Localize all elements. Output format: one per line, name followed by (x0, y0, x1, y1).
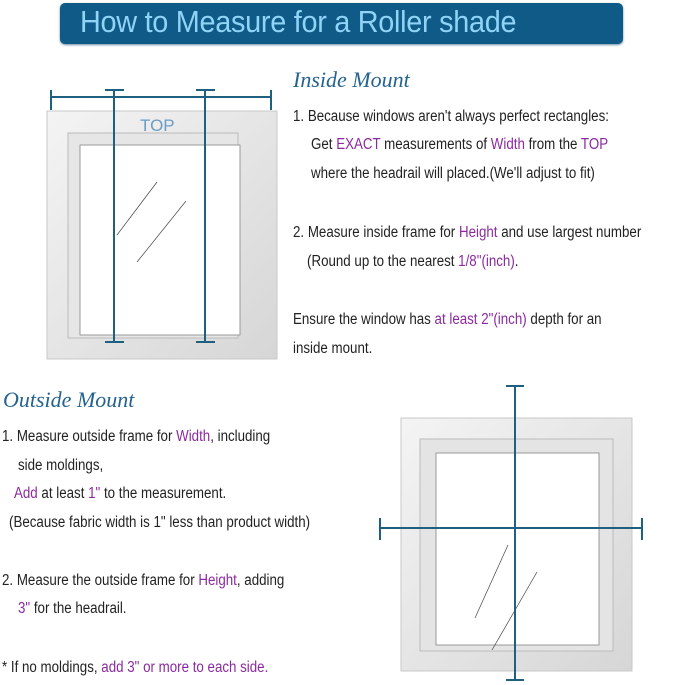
instruction-text: , adding (236, 572, 285, 589)
instruction-line (2, 428, 270, 446)
instruction-line (293, 224, 641, 242)
instruction-line (293, 311, 602, 329)
highlighted-text: 1/8"(inch) (458, 253, 515, 270)
instruction-text: measurements of (380, 136, 491, 153)
highlighted-text: Add (14, 485, 38, 502)
highlighted-text: Height (198, 572, 237, 589)
highlighted-text: Width (176, 428, 211, 445)
instruction-line (293, 340, 372, 358)
instruction-text: (Because fabric width is 1" less than product width) (9, 514, 311, 531)
instruction-text: at least (37, 485, 89, 502)
instruction-text: . (514, 253, 519, 270)
highlighted-text: add 3" or more to each side. (101, 659, 269, 676)
inside-mount-heading: Inside Mount (293, 67, 410, 92)
instruction-text: depth for an (526, 311, 602, 328)
instruction-line (14, 485, 226, 503)
instruction-line (18, 600, 126, 618)
instruction-text: 2. Measure the outside frame for (2, 572, 199, 589)
instruction-text: for the headrail. (30, 600, 127, 617)
page-title: How to Measure for a Roller shade (80, 4, 517, 39)
highlighted-text: Width (490, 136, 525, 153)
instruction-text: * If no moldings, (2, 659, 102, 676)
instruction-text: 1. Because windows aren't always perfect rectangles: (293, 108, 609, 125)
instruction-line (307, 253, 518, 271)
instruction-line (9, 514, 310, 532)
outside-mount-window-diagram (370, 380, 679, 685)
highlighted-text: 3" (18, 600, 31, 617)
instruction-line (2, 659, 268, 677)
instruction-text: 2. Measure inside frame for (293, 224, 459, 241)
width-measure-line (51, 90, 271, 110)
top-label: TOP (140, 116, 175, 135)
instruction-text: Ensure the window has (293, 311, 435, 328)
instruction-text: side moldings, (18, 457, 104, 474)
highlighted-text: at least 2"(inch) (434, 311, 527, 328)
instruction-text: Get (311, 136, 337, 153)
instruction-text: and use largest number (497, 224, 642, 241)
instruction-line (311, 136, 608, 154)
highlighted-text: Height (458, 224, 498, 241)
instruction-text: where the headrail will placed.(We'll adjust to fit) (311, 165, 595, 182)
highlighted-text: 1" (88, 485, 101, 502)
instruction-text: , including (210, 428, 271, 445)
instruction-text: (Round up to the nearest (307, 253, 459, 270)
inside-mount-window-diagram (0, 80, 285, 370)
instruction-line (2, 572, 284, 590)
instruction-line (311, 165, 595, 183)
instruction-text: to the measurement. (100, 485, 227, 502)
instruction-text: inside mount. (293, 340, 373, 357)
instruction-line (293, 108, 609, 126)
highlighted-text: EXACT (336, 136, 381, 153)
outside-mount-heading: Outside Mount (3, 387, 135, 412)
instruction-line (18, 457, 103, 475)
instruction-text: from the (524, 136, 581, 153)
instruction-text: 1. Measure outside frame for (2, 428, 177, 445)
title-banner (60, 3, 623, 44)
highlighted-text: TOP (580, 136, 609, 153)
